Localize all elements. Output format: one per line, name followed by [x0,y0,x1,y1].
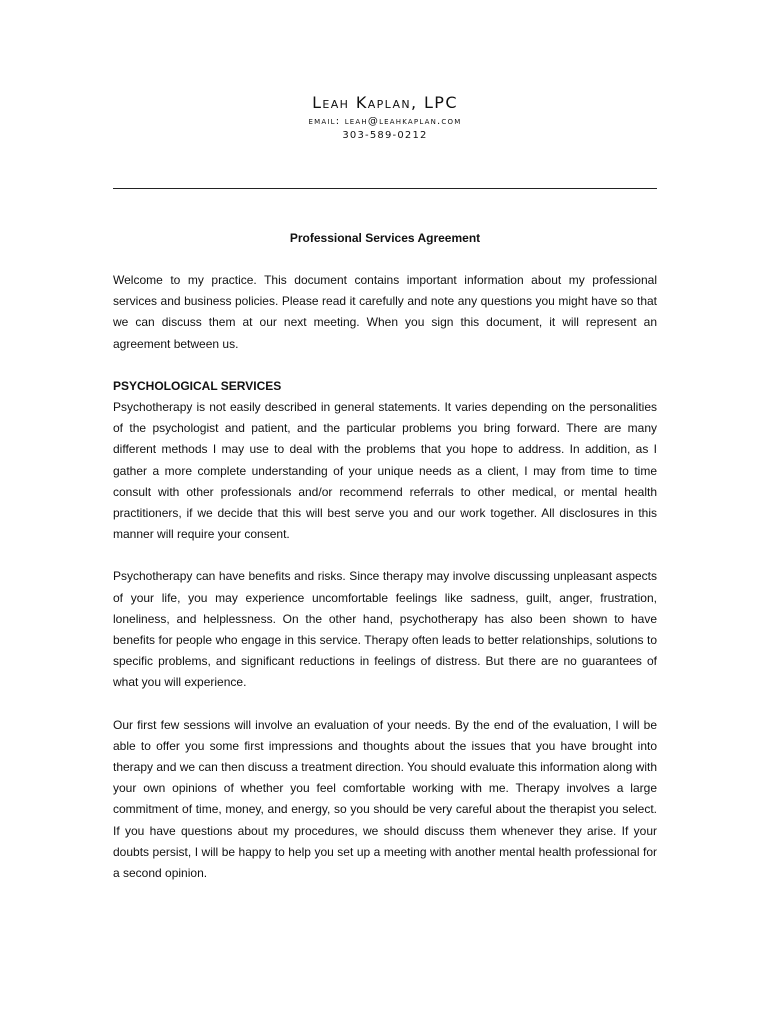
practitioner-phone: 303-589-0212 [342,130,428,141]
intro-paragraph: Welcome to my practice. This document contains important information about my professional services and business policies. Please read it carefully and note any questions you might have so that we can discuss them at our next meeting. When you sign this document, it will represent an agreement between us. [113,273,657,351]
body-paragraph: Our first few sessions will involve an evaluation of your needs. By the end of the evaluation, I will be able to offer you some first impressions and thoughts about the issues that you have brought into therapy and we can then discuss a treatment direction. You should evaluate this information along with your own opinions of whether you feel comfortable working with me. Therapy involves a large commitment of time, money, and energy, so you should be very careful about the therapist you select. If you have questions about my procedures, we should discuss them whenever they arise. If your doubts persist, I will be happy to help you set up a meeting with another mental health professional for a second opinion. [113,717,657,881]
section-heading: PSYCHOLOGICAL SERVICES [113,378,282,393]
letterhead [0,92,770,143]
body-paragraph: Psychotherapy can have benefits and risks. Since therapy may involve discussing unpleasant aspects of your life, you may experience uncomfortable feelings like sadness, guilt, anger, frustration, loneliness, and helplessness. On the other hand, psychotherapy has also been shown to have benefits for people who engage in this service. Therapy often leads to better relationships, solutions to specific problems, and significant reductions in feelings of distress. But there are no guarantees of what you will experience. [113,569,657,690]
paragraph-spacer [113,545,657,566]
paragraph-spacer [113,694,657,715]
document-title: Professional Services Agreement [289,231,481,245]
body-paragraph: Psychotherapy is not easily described in general statements. It varies depending on the personalities of the psychologist and patient, and the particular problems you bring forward. There are many different methods I may use to deal with the problems that you hope to address. In addition, as I gather a more complete understanding of your unique needs as a client, I may from time to time consult with other professionals and/or recommend referrals to other medical, or mental health practitioners, if we decide that this will best serve you and our work together. All disclosures in this manner will require your consent. [113,400,657,542]
practitioner-email: email: leah@leahkaplan.com [308,116,462,127]
paragraph-spacer [113,355,657,376]
practitioner-name: Leah Kaplan, LPC [312,93,458,112]
document-body [113,270,657,884]
header-divider [113,188,657,189]
